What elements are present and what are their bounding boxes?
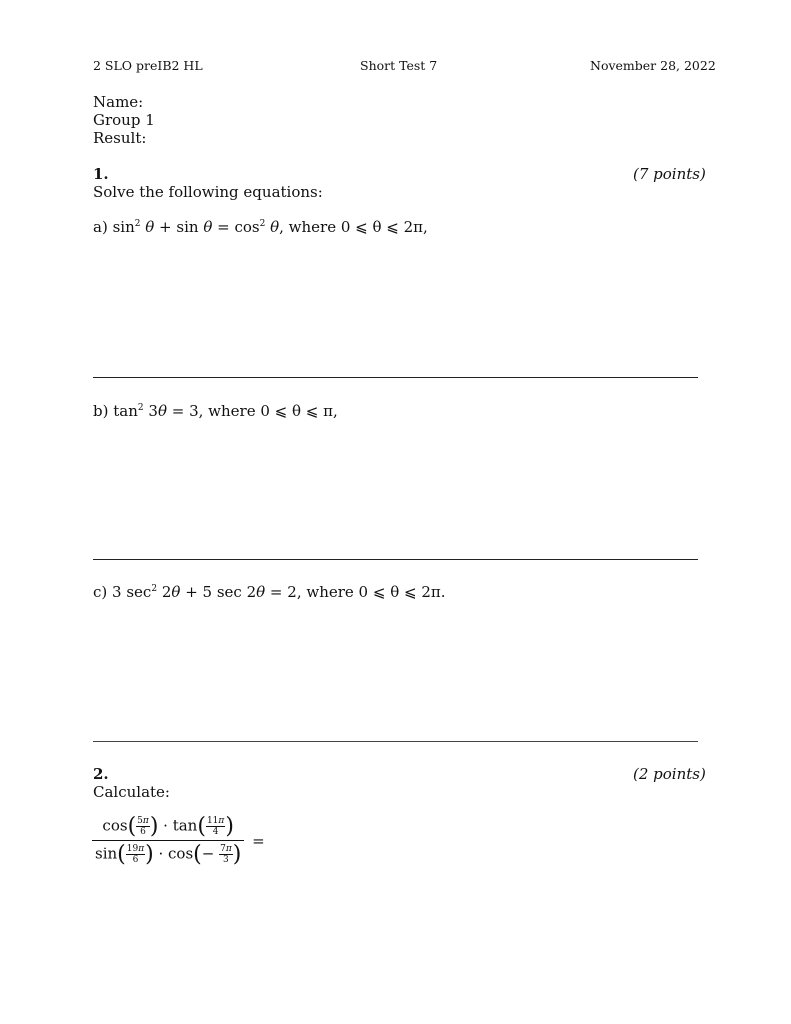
group-label: Group 1: [93, 111, 155, 129]
answer-divider-1b: [93, 559, 698, 560]
question-1a-label: a): [93, 218, 108, 236]
question-1c-label: c): [93, 583, 108, 601]
question-1a-equation: $\sin^2 \theta + \sin \theta = \cos^2 \theta$: [112, 218, 280, 236]
question-1-instruction: Solve the following equations:: [93, 183, 323, 201]
header-date: November 28, 2022: [590, 58, 716, 73]
question-2-number: 2.: [93, 765, 109, 783]
question-2-instruction: Calculate:: [93, 783, 170, 801]
question-1b-condition: , where 0 ⩽ θ ⩽ π,: [198, 402, 338, 420]
fraction-numerator: cos( $\frac{5\pi}{6}$ ) · tan( $\frac{11\pi}{4}$ ): [92, 814, 244, 841]
question-1c-equation: 3 $\sec^2 2\theta + 5$ sec 2θ = 2: [112, 583, 297, 601]
main-fraction: [92, 814, 244, 867]
question-1a-condition: , where 0 ⩽ θ ⩽ 2π,: [279, 218, 428, 236]
name-label: Name:: [93, 93, 144, 111]
equals-sign: =: [252, 831, 265, 850]
question-1b-equation: $\tan^2 3\theta = 3$: [113, 402, 199, 420]
question-1-points: (7 points): [633, 165, 706, 183]
answer-divider-1c: [93, 741, 698, 742]
question-1-number: 1.: [93, 165, 109, 183]
question-1b-label: b): [93, 402, 109, 420]
question-2-points: (2 points): [633, 765, 706, 783]
question-1c-condition: , where 0 ⩽ θ ⩽ 2π.: [296, 583, 446, 601]
question-1a: [93, 218, 428, 236]
question-2-expression: [92, 814, 265, 867]
result-label: Result:: [93, 129, 147, 147]
question-1c: [93, 583, 446, 601]
header-course: 2 SLO preIB2 HL: [93, 58, 203, 73]
question-1b: [93, 402, 338, 420]
header-test-title: Short Test 7: [360, 58, 438, 73]
fraction-denominator: sin( $\frac{19\pi}{6}$ ) · cos(− $\frac{7\pi}{3}$ ): [95, 842, 242, 867]
answer-divider-1a: [93, 377, 698, 378]
